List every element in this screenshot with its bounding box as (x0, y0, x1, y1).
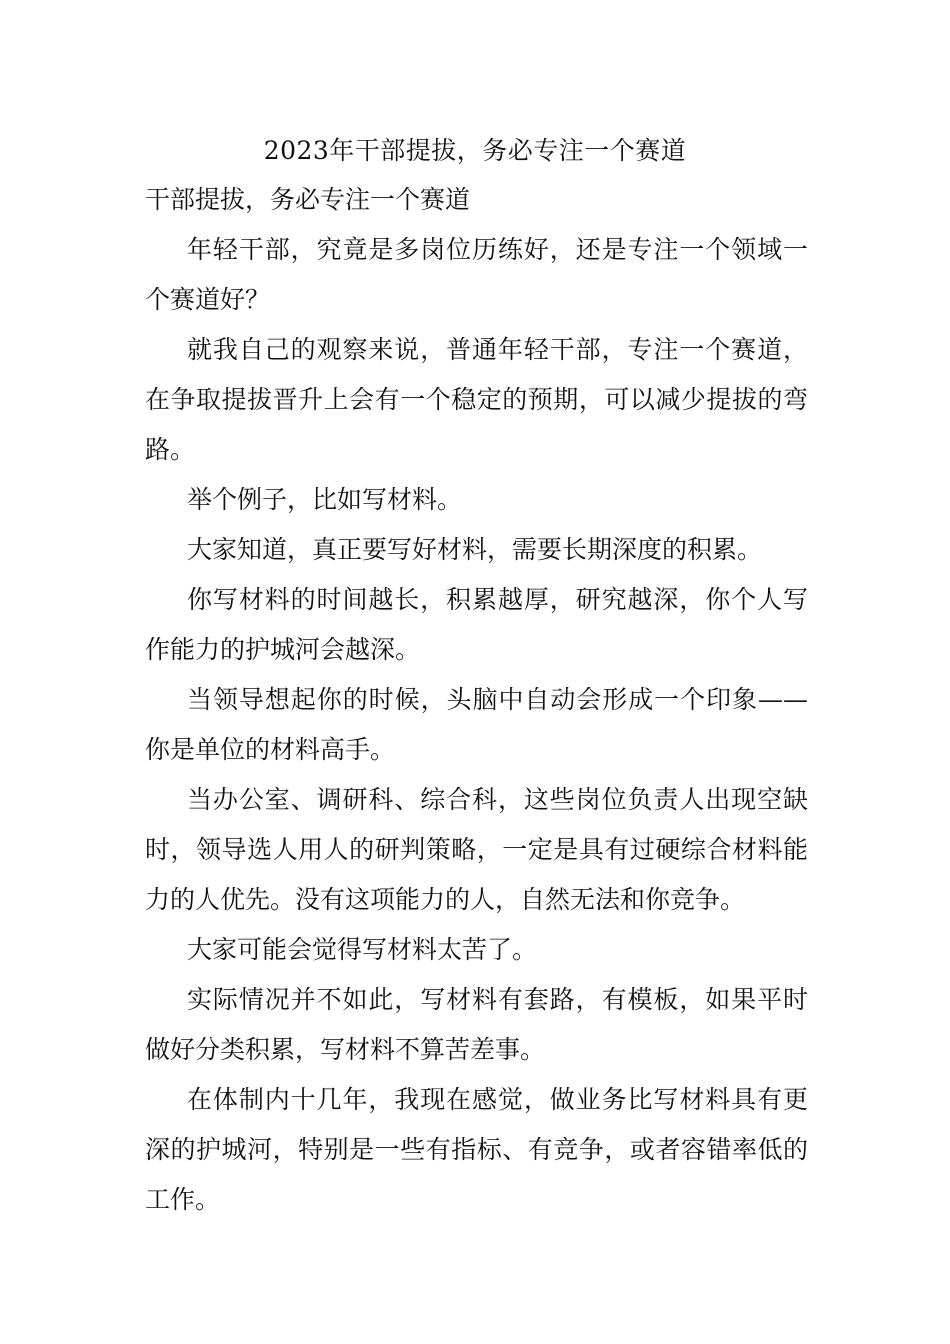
paragraph: 就我自己的观察来说，普通年轻干部，专注一个赛道，在争取提拔晋升上会有一个稳定的预期，可以减少提拔的弯路。 (145, 335, 808, 464)
document-body (145, 180, 808, 1225)
paragraph: 在体制内十几年，我现在感觉，做业务比写材料具有更深的护城河，特别是一些有指标、有竞争，或者容错率低的工作。 (145, 1085, 808, 1214)
paragraph: 当领导想起你的时候，头脑中自动会形成一个印象——你是单位的材料高手。 (145, 685, 808, 764)
paragraph: 当办公室、调研科、综合科，这些岗位负责人出现空缺时，领导选人用人的研判策略，一定是具有过硬综合材料能力的人优先。没有这项能力的人，自然无法和你竞争。 (145, 785, 808, 914)
paragraph: 大家知道，真正要写好材料，需要长期深度的积累。 (187, 535, 763, 564)
document-title: 2023年干部提拔，务必专注一个赛道 (263, 136, 687, 165)
paragraph: 你写材料的时间越长，积累越厚，研究越深，你个人写作能力的护城河会越深。 (145, 585, 808, 664)
paragraph: 举个例子，比如写材料。 (187, 485, 463, 514)
paragraph: 年轻干部，究竟是多岗位历练好，还是专注一个领域一个赛道好？ (145, 235, 808, 314)
paragraph: 实际情况并不如此，写材料有套路，有模板，如果平时做好分类积累，写材料不算苦差事。 (145, 985, 808, 1064)
paragraph: 大家可能会觉得写材料太苦了。 (187, 935, 538, 964)
document-subtitle: 干部提拔，务必专注一个赛道 (145, 185, 471, 214)
